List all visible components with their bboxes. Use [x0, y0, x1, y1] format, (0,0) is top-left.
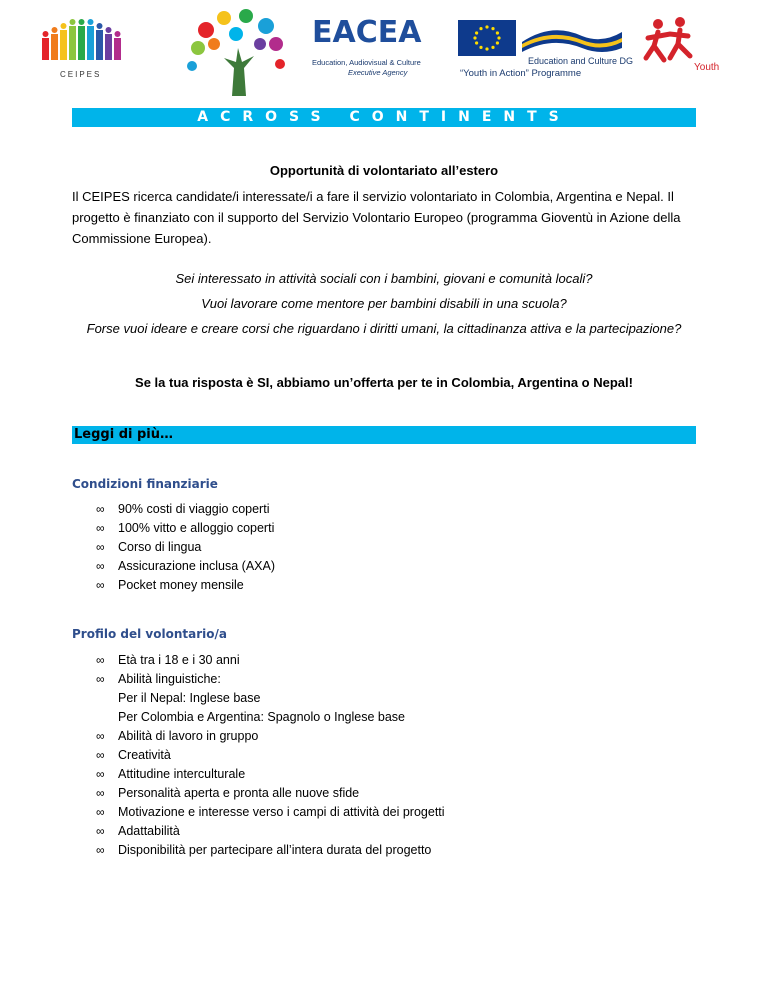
list-item: ∞ 90% costi di viaggio coperti [72, 500, 275, 519]
list-item: ∞ Assicurazione inclusa (AXA) [72, 557, 275, 576]
bullet-icon: ∞ [96, 672, 105, 686]
bullet-icon: ∞ [96, 824, 105, 838]
profile-list [72, 651, 445, 860]
bullet-icon: ∞ [96, 805, 105, 819]
eacea-acronym-left: EAC [312, 15, 378, 50]
offer-text: Se la tua risposta è SI, abbiamo un’offerta per te in Colombia, Argentina o Nepal! [135, 375, 633, 390]
question-1: Sei interessato in attività sociali con i bambini, giovani e comunità locali? [175, 271, 593, 286]
question-2: Vuoi lavorare come mentore per bambini disabili in una scuola? [201, 296, 567, 311]
eacea-acronym-right: EA [377, 15, 422, 50]
list-item: ∞ Attitudine interculturale [72, 765, 445, 784]
list-item: ∞ Corso di lingua [72, 538, 275, 557]
tree-people-icon [184, 8, 292, 96]
tree-logo [184, 8, 292, 96]
across-continents-banner [72, 108, 696, 127]
list-item: ∞ Pocket money mensile [72, 576, 275, 595]
intro-paragraph: Il CEIPES ricerca candidate/i interessate/i a fare il servizio volontariato in Colombia, Argentina e Nepal. Il progetto è finanziato con il supporto del Servizio Volontario Europeo (programma Gioventù in Azione della Commissione Europea). [72, 189, 681, 246]
youth-logo [640, 14, 736, 80]
bullet-icon: ∞ [96, 502, 105, 516]
eacea-logo [310, 15, 422, 78]
eu-dg: Education and Culture DG [528, 56, 634, 66]
ceipes-name: CEIPES [60, 70, 102, 79]
bullet-icon: ∞ [96, 729, 105, 743]
banner-text: ACROSS CONTINENTS [197, 109, 571, 125]
financial-heading: Condizioni finanziarie [72, 477, 218, 491]
youth-figures-icon [640, 14, 700, 66]
question-3: Forse vuoi ideare e creare corsi che riguardano i diritti umani, la cittadinanza attiva e la partecipazione? [86, 321, 682, 336]
read-more-bar [72, 426, 696, 444]
bullet-icon: ∞ [96, 843, 105, 857]
eu-banner-icon [522, 22, 622, 54]
language-nepal: Per il Nepal: Inglese base [118, 691, 261, 705]
youth-label: Youth [694, 62, 720, 73]
list-item: ∞ Abilità di lavoro in gruppo [72, 727, 445, 746]
page-title: Opportunità di volontariato all’estero [269, 163, 499, 178]
profile-heading: Profilo del volontario/a [72, 627, 227, 641]
list-item: ∞ Età tra i 18 e i 30 anni [72, 651, 445, 670]
eu-programme: “Youth in Action” Programme [460, 68, 582, 79]
ceipes-figures-icon [34, 16, 134, 72]
list-item: ∞ Abilità linguistiche: Per il Nepal: Inglese base Per Colombia e Argentina: Spagnolo o Inglese base [72, 670, 445, 727]
list-item: ∞ 100% vitto e alloggio coperti [72, 519, 275, 538]
bullet-icon: ∞ [96, 559, 105, 573]
bullet-icon: ∞ [96, 540, 105, 554]
eu-flag-icon [458, 20, 516, 56]
language-colombia-argentina: Per Colombia e Argentina: Spagnolo o Inglese base [118, 710, 405, 724]
read-more-text: Leggi di più… [74, 427, 173, 442]
list-item: ∞ Creatività [72, 746, 445, 765]
financial-list [72, 500, 275, 595]
bullet-icon: ∞ [96, 767, 105, 781]
ceipes-logo [34, 16, 134, 82]
eacea-line1: Education, Audiovisual & Culture [312, 58, 421, 67]
eacea-line2: Executive Agency [348, 68, 408, 77]
list-item: ∞ Disponibilità per partecipare all’intera durata del progetto [72, 841, 445, 860]
bullet-icon: ∞ [96, 653, 105, 667]
bullet-icon: ∞ [96, 748, 105, 762]
bullet-icon: ∞ [96, 578, 105, 592]
bullet-icon: ∞ [96, 786, 105, 800]
list-item: ∞ Personalità aperta e pronta alle nuove sfide [72, 784, 445, 803]
list-item: ∞ Adattabilità [72, 822, 445, 841]
bullet-icon: ∞ [96, 521, 105, 535]
eu-logo [458, 20, 634, 80]
list-item: ∞ Motivazione e interesse verso i campi di attività dei progetti [72, 803, 445, 822]
